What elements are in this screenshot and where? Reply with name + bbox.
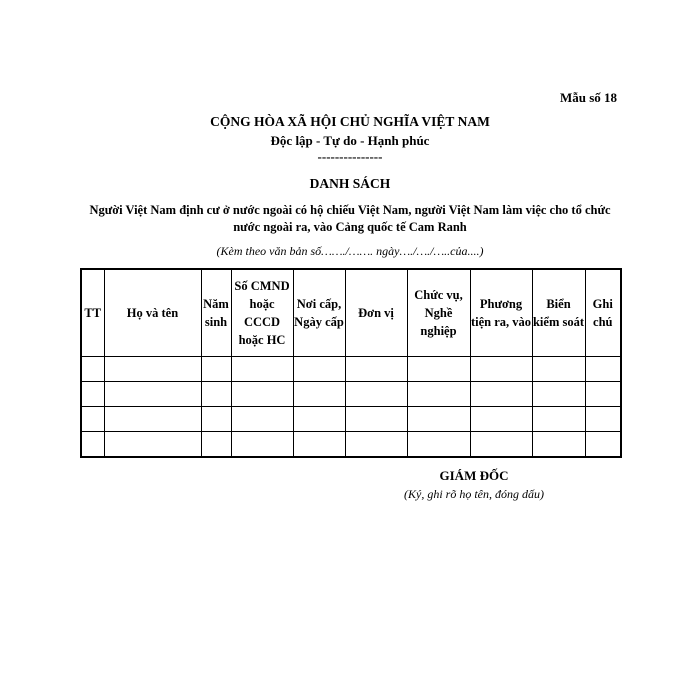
column-header-issue-place-date: Nơi cấp, Ngày cấp	[293, 269, 345, 357]
document-subtitle: Người Việt Nam định cư ở nước ngoài có hộ chiếu Việt Nam, người Việt Nam làm việc cho tổ chức nước ngoài ra, vào Cảng quốc tế Cam Ranh	[89, 203, 611, 234]
table-header-row	[81, 269, 621, 357]
table-cell	[293, 357, 345, 382]
document-title: DANH SÁCH	[309, 176, 391, 191]
table-row	[81, 382, 621, 407]
table-cell	[104, 357, 201, 382]
table-cell	[201, 407, 231, 432]
table-cell	[201, 382, 231, 407]
table-cell	[81, 357, 104, 382]
table-cell	[532, 407, 585, 432]
table-cell	[345, 432, 407, 458]
table-cell	[407, 432, 470, 458]
motto: Độc lập - Tự do - Hạnh phúc	[270, 133, 430, 148]
column-header-id-number: Số CMND hoặc CCCD hoặc HC	[231, 269, 293, 357]
table-row	[81, 432, 621, 458]
table-cell	[104, 407, 201, 432]
nation-header: CỘNG HÒA XÃ HỘI CHỦ NGHĨA VIỆT NAM	[210, 114, 490, 129]
table-cell	[231, 432, 293, 458]
column-header-position: Chức vụ, Nghề nghiệp	[407, 269, 470, 357]
table-cell	[345, 382, 407, 407]
column-header-unit: Đơn vị	[345, 269, 407, 357]
column-header-vehicle: Phương tiện ra, vào	[470, 269, 532, 357]
table-cell	[293, 432, 345, 458]
list-table	[80, 268, 622, 458]
table-cell	[81, 432, 104, 458]
table-cell	[585, 407, 621, 432]
table-cell	[585, 357, 621, 382]
table-cell	[585, 432, 621, 458]
table-cell	[532, 357, 585, 382]
table-cell	[470, 357, 532, 382]
table-cell	[293, 382, 345, 407]
table-row	[81, 357, 621, 382]
table-cell	[201, 432, 231, 458]
reference-line: (Kèm theo văn bản số……./……. ngày…./…./…..của....)	[216, 244, 484, 258]
table-cell	[470, 432, 532, 458]
header-separator: ---------------	[317, 149, 383, 164]
table-cell	[470, 382, 532, 407]
table-row	[81, 407, 621, 432]
column-header-birth-year: Năm sinh	[201, 269, 231, 357]
form-number: Mẫu số 18	[559, 90, 617, 105]
table-cell	[585, 382, 621, 407]
table-cell	[532, 382, 585, 407]
table-cell	[201, 357, 231, 382]
column-header-index: TT	[81, 269, 104, 357]
signature-title: GIÁM ĐỐC	[439, 468, 509, 483]
column-header-license-plate: Biển kiểm soát	[532, 269, 585, 357]
table-cell	[81, 407, 104, 432]
table-cell	[231, 382, 293, 407]
table-cell	[104, 432, 201, 458]
table-cell	[231, 407, 293, 432]
table-cell	[407, 407, 470, 432]
table-cell	[532, 432, 585, 458]
table-cell	[345, 357, 407, 382]
table-body	[81, 357, 621, 458]
table-cell	[231, 357, 293, 382]
signature-note: (Ký, ghi rõ họ tên, đóng dấu)	[404, 487, 544, 501]
table-cell	[345, 407, 407, 432]
table-cell	[293, 407, 345, 432]
table-cell	[407, 357, 470, 382]
column-header-full-name: Họ và tên	[104, 269, 201, 357]
table-cell	[470, 407, 532, 432]
table-cell	[81, 382, 104, 407]
table-cell	[104, 382, 201, 407]
column-header-notes: Ghi chú	[585, 269, 621, 357]
table-cell	[407, 382, 470, 407]
